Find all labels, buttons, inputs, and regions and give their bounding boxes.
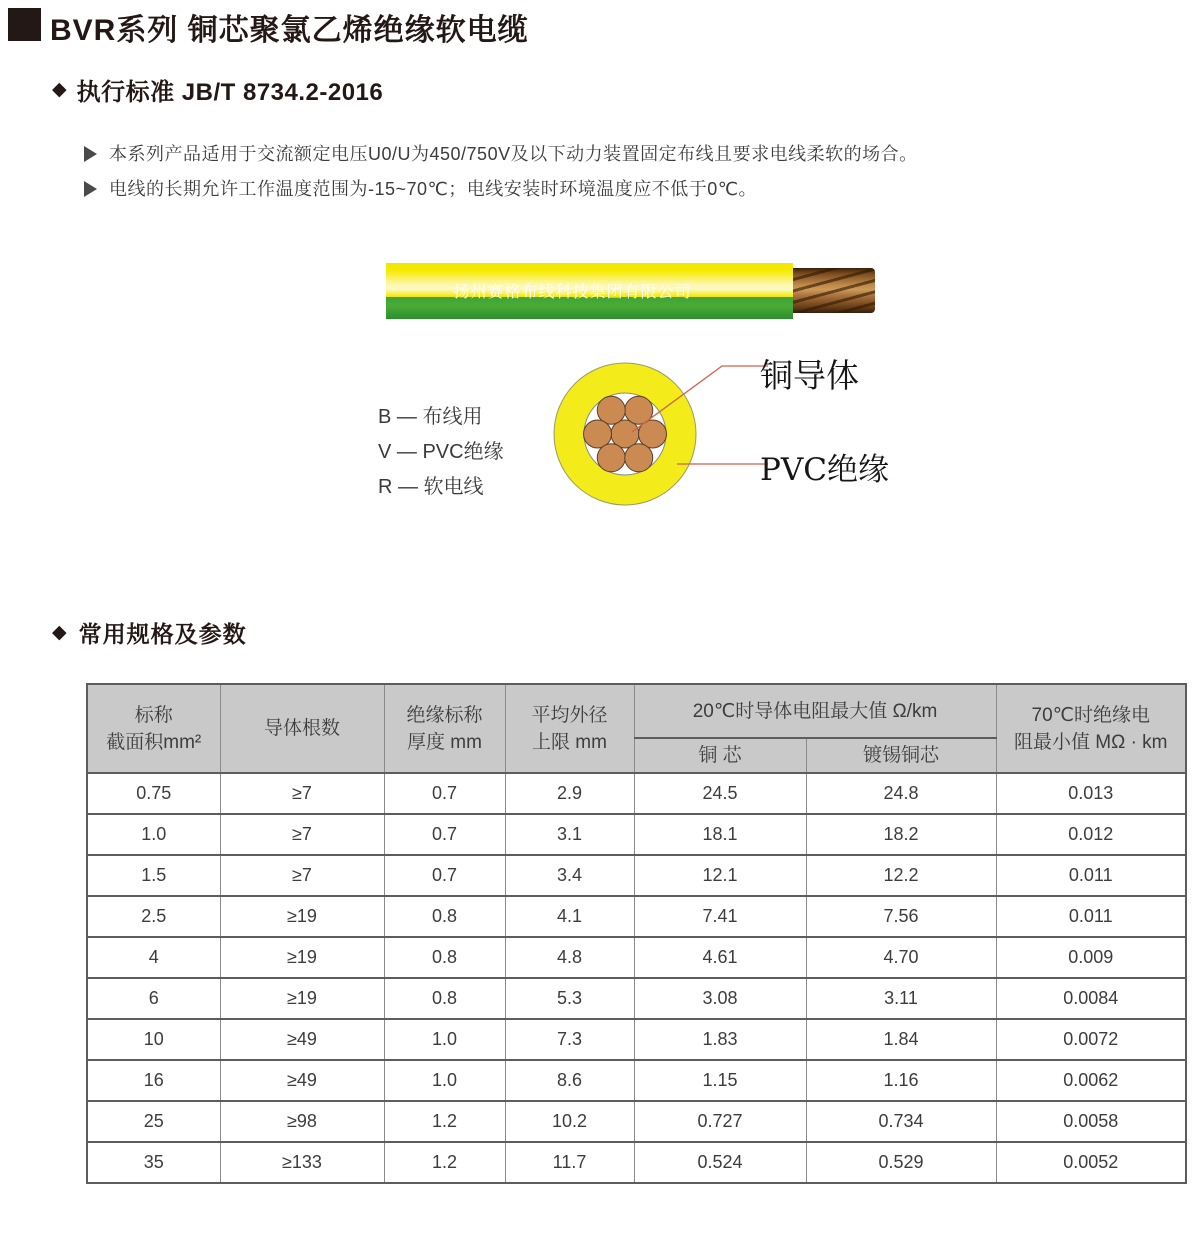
- cell-mean-outer-diameter: 3.1: [505, 814, 634, 855]
- cell-insulation-thickness: 0.8: [384, 896, 505, 937]
- cell-insulation-resistance: 0.0084: [996, 978, 1186, 1019]
- cell-nominal-area: 25: [87, 1101, 220, 1142]
- header-insulation-thickness-line2: 厚度 mm: [407, 731, 482, 753]
- header-insulation-resistance-line2: 阻最小值 MΩ · km: [1013, 731, 1168, 753]
- cell-nominal-area: 10: [87, 1019, 220, 1060]
- cell-insulation-thickness: 0.7: [384, 855, 505, 896]
- cell-nominal-area: 35: [87, 1142, 220, 1183]
- cell-conductor-count: ≥19: [220, 937, 384, 978]
- table-row: [87, 1101, 1186, 1142]
- cell-conductor-count: ≥49: [220, 1060, 384, 1101]
- cable-product-image: [386, 263, 875, 319]
- cell-copper-resistance: 24.5: [634, 773, 806, 814]
- cell-insulation-thickness: 0.7: [384, 814, 505, 855]
- cell-copper-resistance: 0.727: [634, 1101, 806, 1142]
- header-tinned-copper-core: 镀锡铜芯: [806, 738, 996, 773]
- cell-nominal-area: 2.5: [87, 896, 220, 937]
- header-nominal-area: [87, 684, 220, 773]
- header-nominal-area-line1: 标称: [134, 704, 173, 726]
- table-row: [87, 937, 1186, 978]
- cell-insulation-resistance: 0.0052: [996, 1142, 1186, 1183]
- table-row: [87, 814, 1186, 855]
- header-copper-core: 铜 芯: [634, 738, 806, 773]
- triangle-bullet-icon: [84, 146, 97, 162]
- cell-insulation-thickness: 0.7: [384, 773, 505, 814]
- table-row: [87, 1019, 1186, 1060]
- cell-insulation-thickness: 1.2: [384, 1142, 505, 1183]
- cable-brand-text: 扬州赛格布线科技集团有限公司: [453, 282, 692, 301]
- cell-insulation-resistance: 0.0062: [996, 1060, 1186, 1101]
- cell-mean-outer-diameter: 3.4: [505, 855, 634, 896]
- triangle-bullet-icon: [84, 181, 97, 197]
- cell-insulation-resistance: 0.011: [996, 896, 1186, 937]
- cell-insulation-thickness: 1.0: [384, 1060, 505, 1101]
- standard-title: 执行标准 JB/T 8734.2-2016: [76, 79, 384, 106]
- insulation-callout-label: PVC绝缘: [760, 452, 889, 488]
- cell-mean-outer-diameter: 4.8: [505, 937, 634, 978]
- header-mean-outer-diameter: [505, 684, 634, 773]
- cell-tinned-resistance: 0.734: [806, 1101, 996, 1142]
- cell-conductor-count: ≥49: [220, 1019, 384, 1060]
- copper-conductor-end: [793, 268, 875, 313]
- specs-section-header: [52, 616, 247, 649]
- header-resistance-group: 20℃时导体电阻最大值 Ω/km: [634, 684, 996, 738]
- cable-cross-section-figure: [540, 350, 770, 520]
- cell-conductor-count: ≥7: [220, 814, 384, 855]
- cell-conductor-count: ≥7: [220, 773, 384, 814]
- bullet-text: 本系列产品适用于交流额定电压U0/U为450/750V及以下动力装置固定布线且要求电线柔软的场合。: [109, 144, 918, 164]
- diamond-icon: ◆: [52, 79, 67, 100]
- table-row: [87, 1060, 1186, 1101]
- cell-conductor-count: ≥19: [220, 978, 384, 1019]
- specs-table: [86, 683, 1187, 1184]
- cell-mean-outer-diameter: 10.2: [505, 1101, 634, 1142]
- title-square-marker-icon: [8, 8, 41, 41]
- bvr-code-legend: [378, 400, 504, 505]
- cell-copper-resistance: 18.1: [634, 814, 806, 855]
- standard-row: [52, 72, 383, 107]
- cell-nominal-area: 4: [87, 937, 220, 978]
- cell-copper-resistance: 7.41: [634, 896, 806, 937]
- cell-mean-outer-diameter: 4.1: [505, 896, 634, 937]
- header-insulation-resistance: [996, 684, 1186, 773]
- specs-section-title: 常用规格及参数: [78, 621, 247, 647]
- feature-bullets: [84, 143, 918, 200]
- cell-mean-outer-diameter: 5.3: [505, 978, 634, 1019]
- cell-nominal-area: 16: [87, 1060, 220, 1101]
- cell-copper-resistance: 4.61: [634, 937, 806, 978]
- cell-tinned-resistance: 7.56: [806, 896, 996, 937]
- header-nominal-area-line2: 截面积mm²: [106, 731, 202, 753]
- cell-insulation-resistance: 0.011: [996, 855, 1186, 896]
- header-conductor-count: 导体根数: [220, 684, 384, 773]
- cell-insulation-resistance: 0.0058: [996, 1101, 1186, 1142]
- cell-copper-resistance: 0.524: [634, 1142, 806, 1183]
- cell-conductor-count: ≥19: [220, 896, 384, 937]
- cell-tinned-resistance: 18.2: [806, 814, 996, 855]
- table-row: [87, 978, 1186, 1019]
- cell-conductor-count: ≥133: [220, 1142, 384, 1183]
- cell-insulation-thickness: 1.2: [384, 1101, 505, 1142]
- conductor-callout-label: 铜导体: [760, 356, 859, 395]
- table-row: [87, 896, 1186, 937]
- cell-nominal-area: 6: [87, 978, 220, 1019]
- header-mean-outer-diameter-line1: 平均外径: [531, 704, 608, 726]
- page-title: BVR系列 铜芯聚氯乙烯绝缘软电缆: [50, 14, 529, 47]
- cell-copper-resistance: 12.1: [634, 855, 806, 896]
- cell-tinned-resistance: 4.70: [806, 937, 996, 978]
- cell-insulation-thickness: 1.0: [384, 1019, 505, 1060]
- header-insulation-resistance-line1: 70℃时绝缘电: [1031, 704, 1150, 726]
- diamond-icon: ◆: [52, 622, 67, 643]
- bullet-item: [84, 178, 918, 200]
- legend-item-r: R — 软电线: [378, 476, 484, 498]
- cell-copper-resistance: 3.08: [634, 978, 806, 1019]
- cell-nominal-area: 1.0: [87, 814, 220, 855]
- cell-mean-outer-diameter: 8.6: [505, 1060, 634, 1101]
- cell-insulation-resistance: 0.009: [996, 937, 1186, 978]
- cell-insulation-resistance: 0.0072: [996, 1019, 1186, 1060]
- cell-tinned-resistance: 24.8: [806, 773, 996, 814]
- table-row: [87, 1142, 1186, 1183]
- header-mean-outer-diameter-line2: 上限 mm: [532, 731, 607, 753]
- bullet-text: 电线的长期允许工作温度范围为-15~70℃；电线安装时环境温度应不低于0℃。: [109, 179, 757, 199]
- cell-nominal-area: 1.5: [87, 855, 220, 896]
- cell-insulation-resistance: 0.012: [996, 814, 1186, 855]
- cell-tinned-resistance: 0.529: [806, 1142, 996, 1183]
- legend-item-v: V — PVC绝缘: [378, 441, 504, 463]
- cell-mean-outer-diameter: 2.9: [505, 773, 634, 814]
- cell-tinned-resistance: 3.11: [806, 978, 996, 1019]
- table-row: [87, 773, 1186, 814]
- header-insulation-thickness: [384, 684, 505, 773]
- cell-conductor-count: ≥98: [220, 1101, 384, 1142]
- specs-table-body: [87, 773, 1186, 1183]
- cell-copper-resistance: 1.15: [634, 1060, 806, 1101]
- cell-insulation-thickness: 0.8: [384, 978, 505, 1019]
- cell-mean-outer-diameter: 11.7: [505, 1142, 634, 1183]
- cell-nominal-area: 0.75: [87, 773, 220, 814]
- cable-jacket: [386, 263, 793, 319]
- cell-conductor-count: ≥7: [220, 855, 384, 896]
- bullet-item: [84, 143, 918, 165]
- cell-tinned-resistance: 12.2: [806, 855, 996, 896]
- cell-tinned-resistance: 1.84: [806, 1019, 996, 1060]
- cell-mean-outer-diameter: 7.3: [505, 1019, 634, 1060]
- table-row: [87, 855, 1186, 896]
- legend-item-b: B — 布线用: [378, 406, 483, 428]
- cell-insulation-thickness: 0.8: [384, 937, 505, 978]
- cell-tinned-resistance: 1.16: [806, 1060, 996, 1101]
- cell-insulation-resistance: 0.013: [996, 773, 1186, 814]
- cell-copper-resistance: 1.83: [634, 1019, 806, 1060]
- header-insulation-thickness-line1: 绝缘标称: [406, 704, 483, 726]
